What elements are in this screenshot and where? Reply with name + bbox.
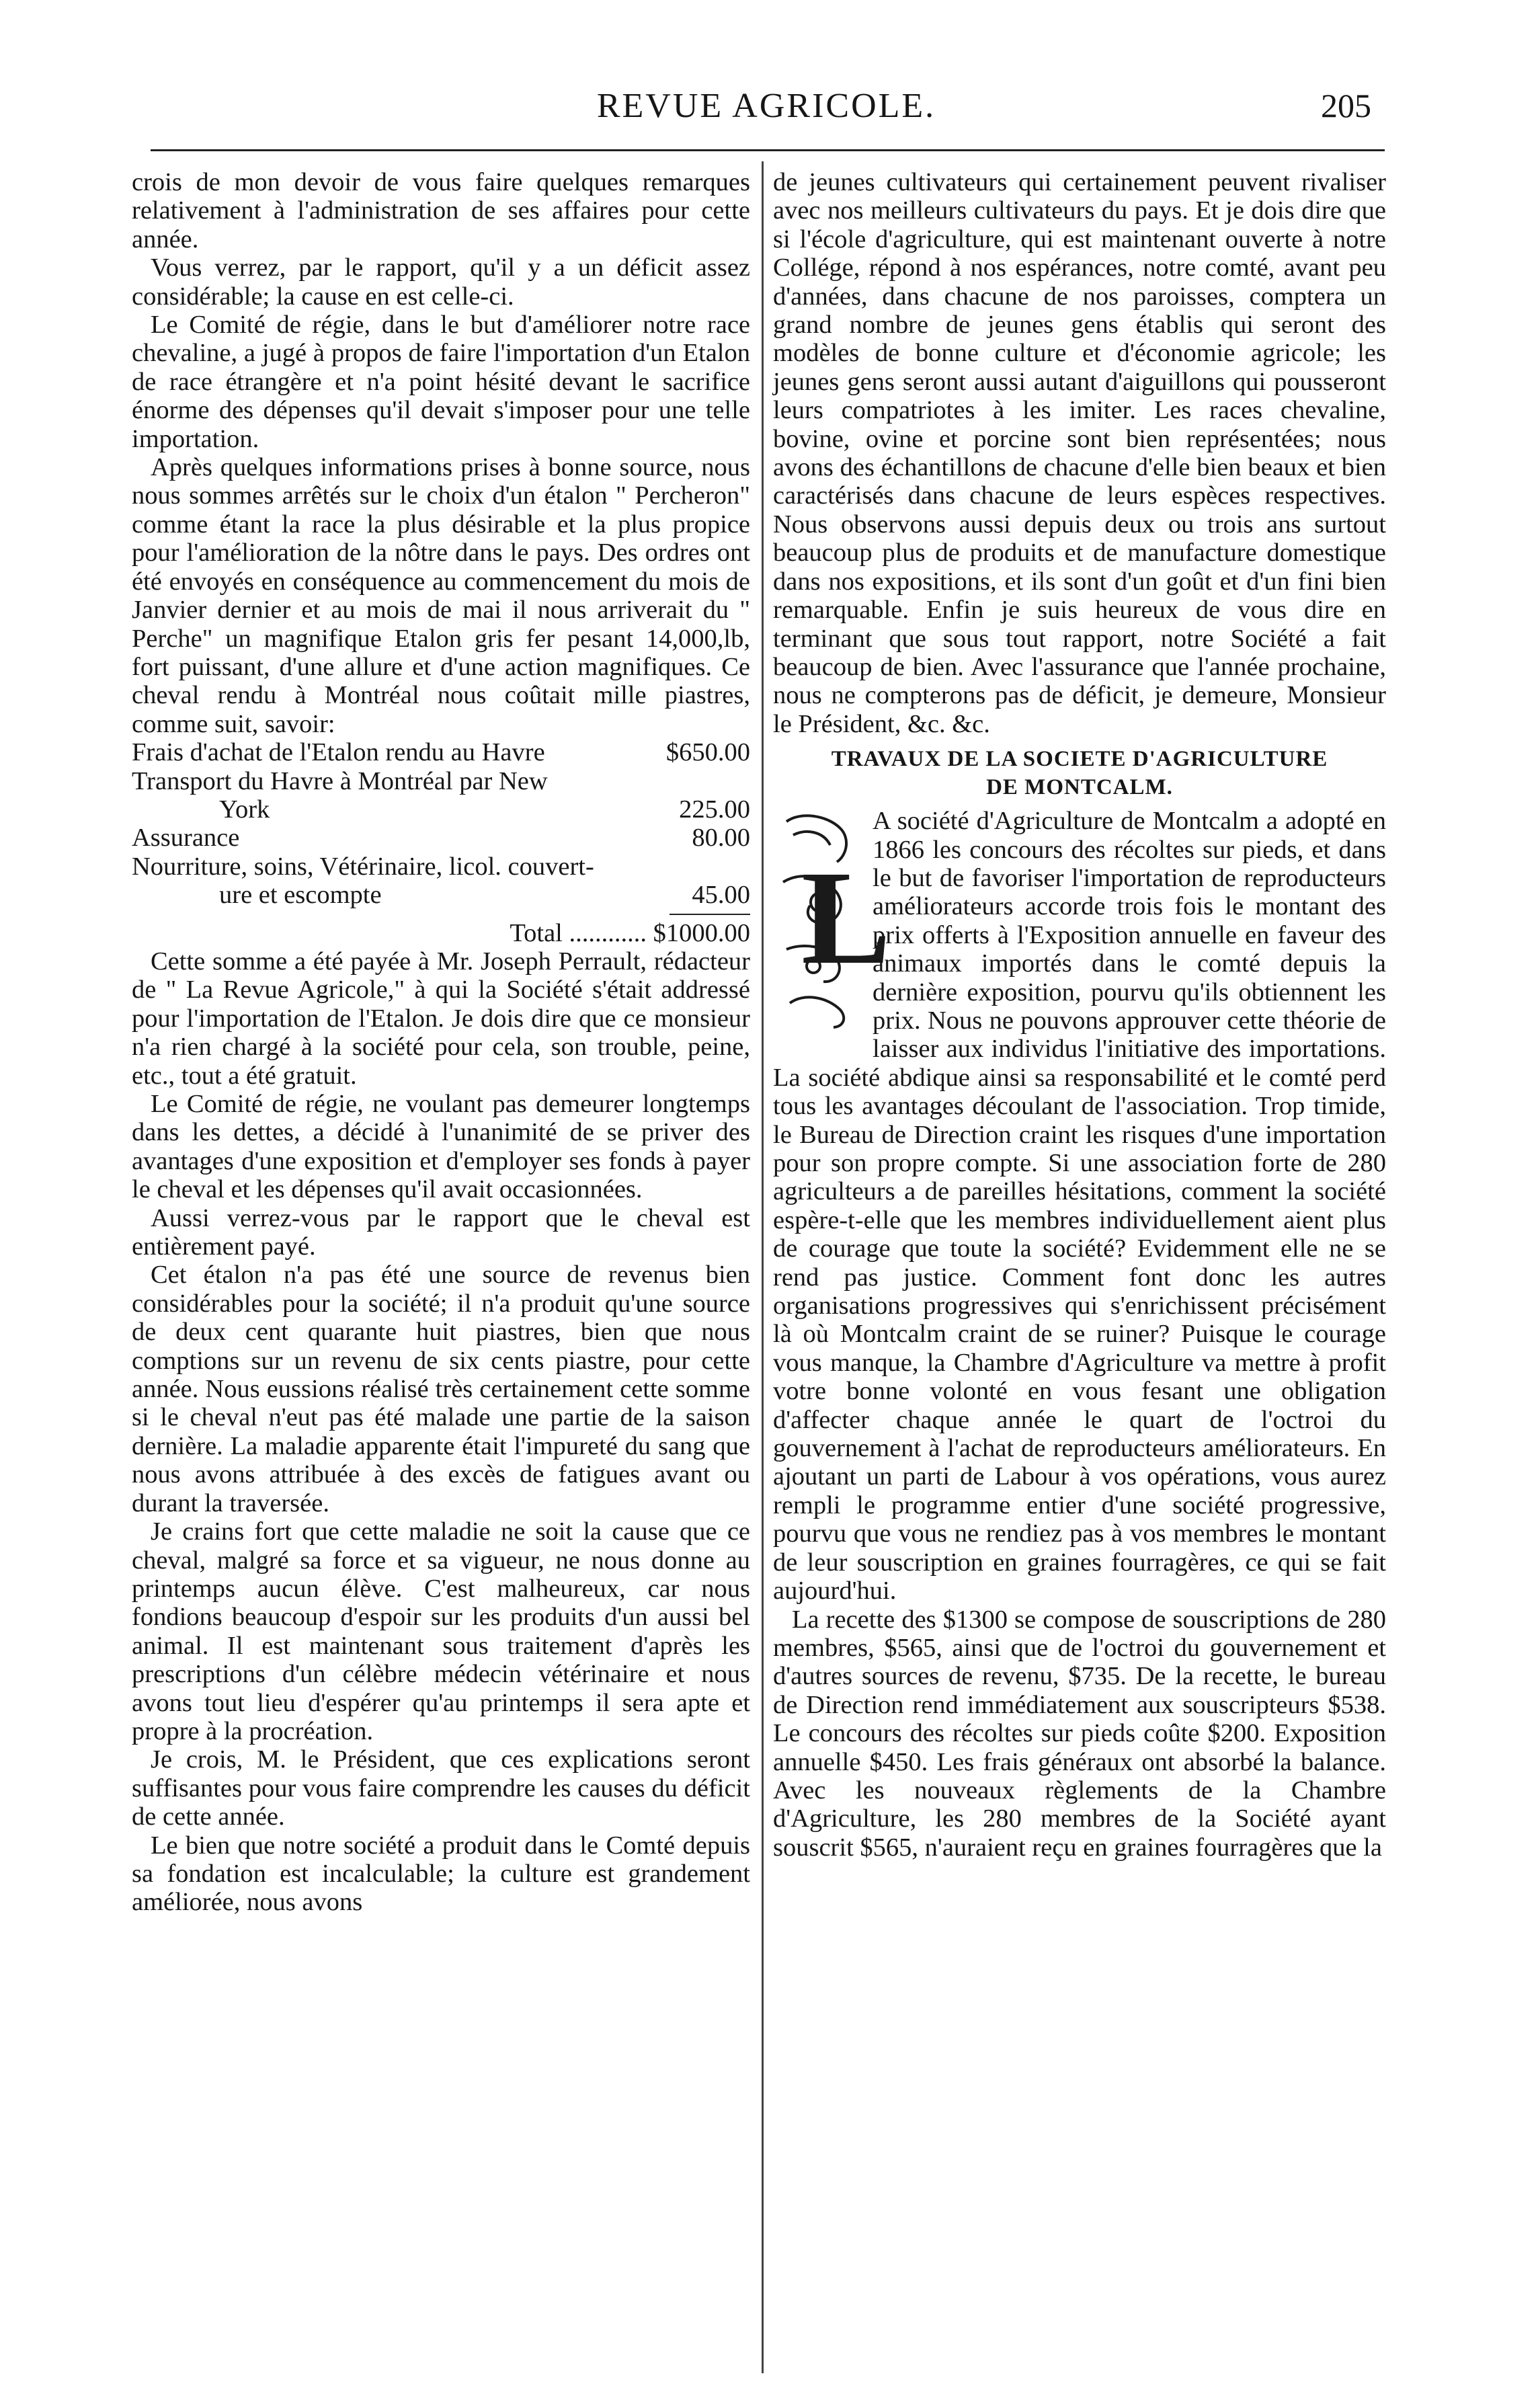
ornamental-dropcap-icon <box>773 808 891 1035</box>
expense-table <box>132 738 750 947</box>
paragraph: Cet étalon n'a pas été une source de revenus bien considérables pour la société; il n'a produit qu'une source de deux cent quarante huit piastres, bien que nous comptions sur un revenu de six cents piastre, pour cette année. Nous eussions réalisé très certainement cette somme si le cheval n'eut pas été malade une partie de la saison dernière. La maladie apparente était l'impureté du sang que nous avons attribuée à des excès de fatigues avant ou durant la traversée. <box>132 1261 750 1517</box>
expense-row <box>132 767 750 795</box>
column-divider <box>762 161 764 2373</box>
left-column <box>132 168 750 1917</box>
section-heading <box>773 745 1386 801</box>
expense-label: ure et escompte <box>219 881 382 910</box>
expense-label: York <box>219 795 270 824</box>
paragraph: crois de mon devoir de vous faire quelques remarques relativement à l'administration de ses affaires pour cette année. <box>132 168 750 253</box>
expense-row <box>132 824 750 852</box>
paragraph: Je crains fort que cette maladie ne soit la cause que ce cheval, malgré sa force et sa vigueur, ne nous donne au printemps aucun élève. C'est malheureux, car nous fondions beaucoup d'espoir sur les produits d'un aussi bel animal. Il est maintenant sous traitement d'après les prescriptions d'un célèbre médecin vétérinaire et nous avons tout lieu d'espérer qu'au printemps il sera apte et propre à la procréation. <box>132 1517 750 1745</box>
total-label: Total <box>510 918 563 947</box>
section-heading-line: DE MONTCALM. <box>986 775 1173 800</box>
expense-label: Transport du Havre à Montréal par New <box>132 766 548 795</box>
right-column <box>773 168 1386 1862</box>
paragraph: La recette des $1300 se compose de souscriptions de 280 membres, $565, ainsi que de l'octroi du gouvernement et d'autres sources de revenu, $735. De la recette, le bureau de Direction rend immédiatement aux souscripteurs $538. Le concours des récoltes sur pieds coûte $200. Exposition annuelle $450. Les frais généraux ont absorbé la balance. Avec les nouveaux règlements de la Chambre d'Agriculture, les 280 membres de la Société ayant souscrit $565, n'auraient reçu en graines fourragères que la <box>773 1605 1386 1862</box>
expense-row <box>132 881 750 909</box>
expense-row <box>132 738 750 766</box>
paragraph: de jeunes cultivateurs qui certainement peuvent rivaliser avec nos meilleurs cultivateurs du pays. Et je dois dire que si l'école d'agriculture, qui est maintenant ouverte à notre Collége, répond à nos espérances, notre comté, avant peu d'années, dans chacune de nos paroisses, comptera un grand nombre de jeunes gens établis qui seront des modèles de bonne culture et d'économie agricole; les jeunes gens seront aussi autant d'aiguillons qui pousseront leurs compatriotes à les imiter. Les races chevaline, bovine, ovine et porcine sont bien représentées; nous avons des échantillons de chacune d'elle bien beaux et bien caractérisés dans chacune de leurs espèces respectives. Nous observons aussi depuis deux ou trois ans surtout beaucoup plus de produits et de manufacture domestique dans nos expositions, et ils sont d'un goût et d'un fini bien remarquable. Enfin je suis heureux de vous dire en terminant que sous tout rapport, notre Société a fait beaucoup de bien. Avec l'assurance que l'année prochaine, nous ne compterons pas de déficit, je demeure, Monsieur le Président, &c. &c. <box>773 168 1386 738</box>
paragraph: Le Comité de régie, ne voulant pas demeurer longtemps dans les dettes, a décidé à l'unanimité de se priver des avantages d'une exposition et d'employer ses fonds à payer le cheval et les dépenses qu'il avait occasionnées. <box>132 1090 750 1204</box>
paragraph: Cette somme a été payée à Mr. Joseph Perrault, rédacteur de " La Revue Agricole," à qui la Société s'était addressé pour l'importation de l'Etalon. Je dois dire que ce monsieur n'a rien chargé à la société pour cela, son trouble, peine, etc., tout a été gratuit. <box>132 947 750 1090</box>
dropcap-letter: L <box>801 844 891 993</box>
paragraph: Le Comité de régie, dans le but d'améliorer notre race chevaline, a jugé à propos de faire l'importation d'un Etalon de race étrangère et n'a point hésité devant le sacrifice énorme des dépenses qu'il devait s'imposer pour une telle importation. <box>132 311 750 453</box>
expense-label: Frais d'achat de l'Etalon rendu au Havre <box>132 738 545 767</box>
total-amount: $1000.00 <box>653 918 750 947</box>
section-heading-line: TRAVAUX DE LA SOCIETE D'AGRICULTURE <box>831 747 1328 772</box>
expense-amount: 80.00 <box>692 824 750 852</box>
expense-row <box>132 852 750 881</box>
paragraph: Aussi verrez-vous par le rapport que le cheval est entièrement payé. <box>132 1203 750 1261</box>
section-body <box>773 807 1386 1605</box>
expense-total-row <box>132 919 750 947</box>
paragraph: A société d'Agriculture de Montcalm a adopté en 1866 les concours des récoltes sur pieds, et dans le but de favoriser l'importation de reproducteurs améliorateurs accorde trois fois le montant des prix offerts à l'Exposition annuelle en faveur des animaux importés dans le comté depuis la dernière exposition, pourvu qu'ils obtiennent les prix. Nous ne pouvons approuver cette théorie de laisser aux individus l'initiative des importations. La société abdique ainsi sa responsabilité et le comté perd tous les avantages découlant de l'association. Trop timide, le Bureau de Direction craint les risques d'une importation pour son propre compte. Si une association forte de 280 agriculteurs a de pareilles hésitations, comment la société espère-t-elle que les membres individuellement aient plus de courage que toute la société? Evidemment elle ne se rend pas justice. Comment font donc les autres organisations progressives qui s'enrichissent précisément là où Montcalm craint de se ruiner? Puisque le courage vous manque, la Chambre d'Agriculture va mettre à profit votre bonne volonté en vous fesant une obligation d'affecter chaque année le quart de l'octroi du gouvernement à l'achat de reproducteurs améliorateurs. En ajoutant un parti de Labour à vos opérations, vous aurez rempli le programme entier d'une société progressive, pourvu que vous ne rendiez pas à vos membres le montant de leur souscription en graines fourragères, ce qui se fait aujourd'hui. <box>773 807 1386 1605</box>
expense-amount: 45.00 <box>692 881 750 910</box>
expense-amount: 225.00 <box>679 795 750 824</box>
expense-amount: $650.00 <box>665 738 750 767</box>
expense-row <box>132 795 750 824</box>
paragraph: Le bien que notre société a produit dans le Comté depuis sa fondation est incalculable; la culture est grandement améliorée, nous avons <box>132 1831 750 1917</box>
running-header-title: REVUE AGRICOLE. <box>596 87 936 125</box>
expense-label: Assurance <box>132 824 240 852</box>
expense-label: Nourriture, soins, Vétérinaire, licol. couvert- <box>132 852 594 881</box>
leader-dots: ............ <box>569 918 647 947</box>
paragraph: Après quelques informations prises à bonne source, nous nous sommes arrêtés sur le choix d'un étalon " Percheron" comme étant la race la plus désirable et la plus propice pour l'amélioration de la nôtre dans le pays. Des ordres ont été envoyés en conséquence au commencement du mois de Janvier dernier et au mois de mai il nous arriverait du " Perche" un magnifique Etalon gris fer pesant 14,000,lb, fort puissant, d'une allure et d'une action magnifiques. Ce cheval rendu à Montréal nous coûtait mille piastres, comme suit, savoir: <box>132 453 750 738</box>
header-rule <box>151 149 1385 151</box>
paragraph: Vous verrez, par le rapport, qu'il y a un déficit assez considérable; la cause en est celle-ci. <box>132 253 750 311</box>
paragraph: Je crois, M. le Président, que ces explications seront suffisantes pour vous faire comprendre les causes du déficit de cette année. <box>132 1745 750 1831</box>
total-rule <box>670 914 750 915</box>
page-number: 205 <box>1321 87 1371 124</box>
